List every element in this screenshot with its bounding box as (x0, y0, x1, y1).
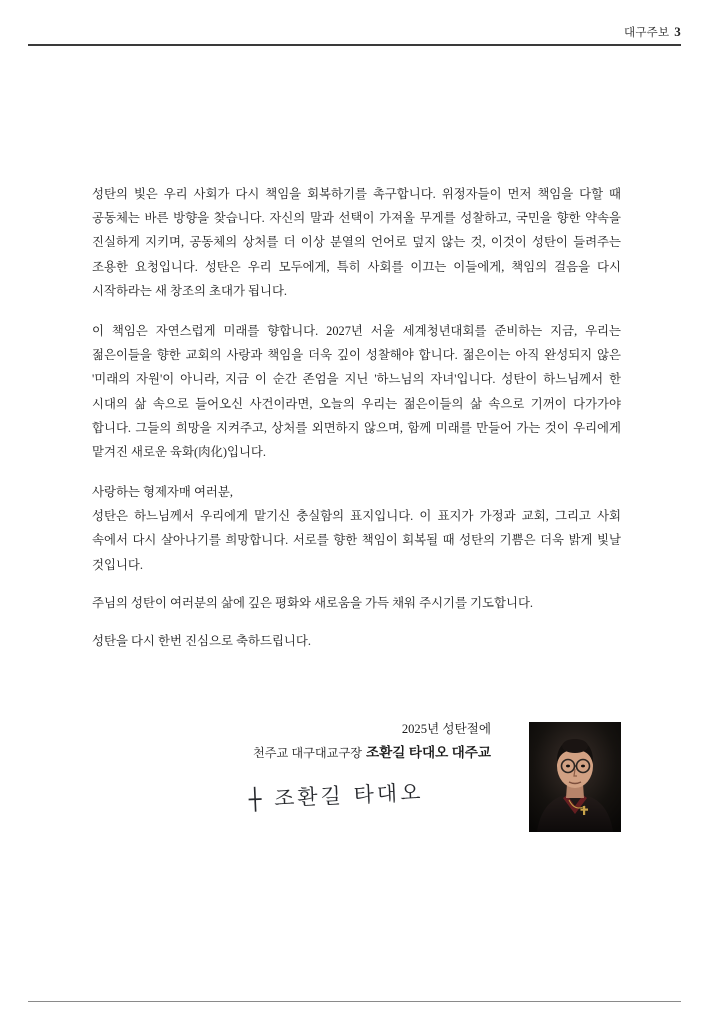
page-number: 3 (674, 24, 681, 39)
header-publication-title (624, 24, 681, 40)
signature-block (92, 718, 621, 858)
bishop-portrait-photo (529, 722, 621, 832)
portrait-graphic (529, 722, 621, 832)
signature-name: 조환길 타대오 대주교 (366, 744, 491, 760)
paragraph-1: 성탄의 빛은 우리 사회가 다시 책임을 회복하기를 촉구합니다. 위정자들이 먼저 책임을 다할 때 공동체는 바른 방향을 찾습니다. 자신의 말과 선택이 가져올 무게를 성찰하고, 국민을 향한 약속을 진실하게 지키며, 공동체의 상처를 더 이상 분열의 언어로 덮지 않는 것, 이것이 성탄이 들려주는 조용한 요청입니다. 성탄은 우리 모두에게, 특히 사회를 이끄는 이들에게, 책임의 걸음을 다시 시작하라는 새 창조의 초대가 됩니다. (92, 187, 621, 298)
footer-divider (28, 1001, 681, 1002)
handwritten-signature: ┼ 조환길 타대오 (248, 780, 424, 812)
signature-name-line (161, 741, 491, 765)
signature-office: 천주교 대구대교구장 (253, 745, 363, 760)
article-body (92, 182, 621, 653)
signature-date: 2025년 성탄절에 (401, 722, 491, 736)
paragraph-4: 주님의 성탄이 여러분의 삶에 깊은 평화와 새로움을 가득 채워 주시기를 기도합니다. (92, 595, 534, 610)
header-divider (28, 44, 681, 46)
salutation-block (92, 480, 621, 577)
paragraph-5: 성탄을 다시 한번 진심으로 축하드립니다. (92, 634, 311, 648)
paragraph-3: 성탄은 하느님께서 우리에게 맡기신 충실함의 표지입니다. 이 표지가 가정과 교회, 그리고 사회 속에서 다시 살아나기를 희망합니다. 서로를 향한 책임이 회복될 때 성탄의 기쁨은 더욱 밝게 빛날 것입니다. (92, 509, 621, 572)
paragraph-2: 이 책임은 자연스럽게 미래를 향합니다. 2027년 서울 세계청년대회를 준비하는 지금, 우리는 젊은이들을 향한 교회의 사랑과 책임을 더욱 깊이 성찰해야 합니다. 젊은이는 아직 완성되지 않은 '미래의 자원'이 아니라, 지금 이 순간 존엄을 지닌 '하느님의 자녀'입니다. 성탄이 하느님께서 한 시대의 삶 속으로 들어오신 사건이라면, 오늘의 우리는 젊은이들의 삶 속으로 기꺼이 다가가야 합니다. 그들의 희망을 지켜주고, 상처를 외면하지 않으며, 함께 미래를 만들어 가는 것이 우리에게 맡겨진 새로운 육화(肉化)입니다. (92, 323, 621, 459)
page-header (28, 20, 681, 46)
signature-text (161, 718, 491, 765)
publication-name: 대구주보 (624, 27, 670, 39)
salutation: 사랑하는 형제자매 여러분, (92, 485, 233, 500)
